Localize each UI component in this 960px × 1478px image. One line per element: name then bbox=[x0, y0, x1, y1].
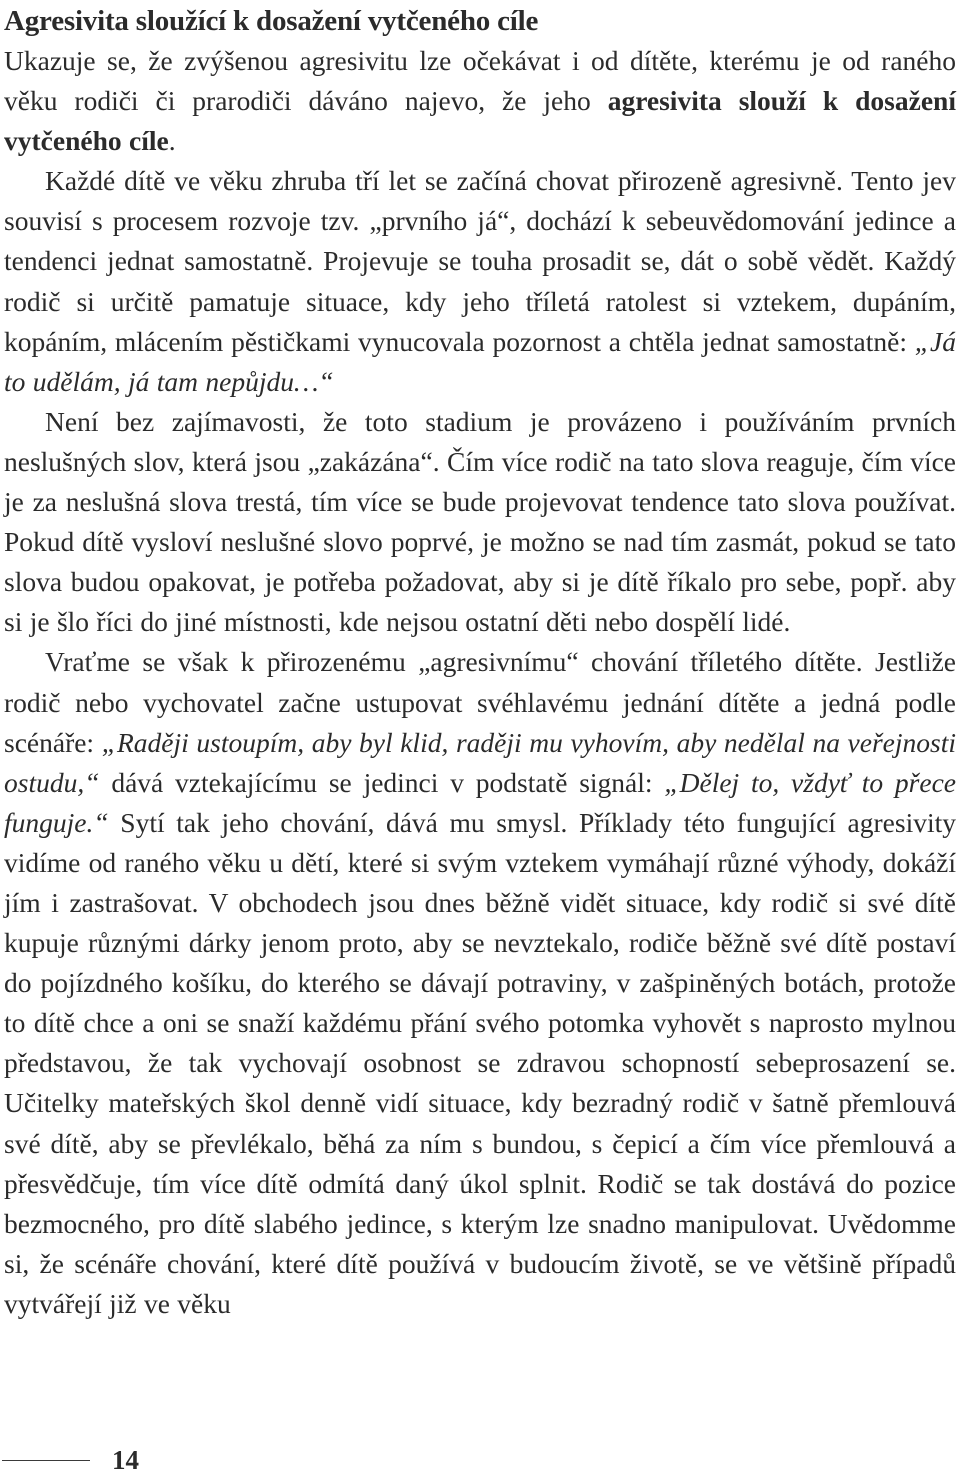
paragraph-4-quote-2: „Dělej to, vždyť to přece funguje.“ bbox=[4, 766, 956, 838]
paragraph-4-text-a: Vraťme se však k přirozenému „agresivnímu“ chování tříletého dítěte. Jestliže rodič nebo vychovatel začne ustupovat svéhlavému jednání dítěte a jedná podle scénáře: bbox=[4, 646, 956, 758]
paragraph-4-quote-1: „Raději ustoupím, aby byl klid, raději mu vyhovím, aby nedělal na veřejnosti ostudu,“ bbox=[4, 726, 956, 798]
paragraph-2 bbox=[4, 161, 956, 402]
page-number: 14 bbox=[112, 1445, 139, 1475]
page-footer bbox=[0, 1438, 960, 1478]
paragraph-4-text-b: dává vztekajícímu se jedinci v podstatě signál: bbox=[99, 766, 665, 798]
section-heading: Agresivita sloužící k dosažení vytčeného cíle bbox=[4, 5, 539, 37]
paragraph-1-end: . bbox=[168, 125, 176, 157]
paragraph-2-quote: „Já to udělám, já tam nepůjdu…“ bbox=[4, 325, 956, 397]
document-page bbox=[4, 0, 956, 1324]
paragraph-2-text: Každé dítě ve věku zhruba tří let se začíná chovat přirozeně agresivně. Tento jev souvisí s procesem rozvoje tzv. „prvního já“, dochází k sebeuvědomování jedince a tendenci jednat samostatně. Projevuje se touha prosadit se, dát o sobě vědět. Každý rodič si určitě pamatuje situace, kdy jeho tříletá ratolest si vztekem, dupáním, kopáním, mlácením pěstičkami vynucovala pozornost a chtěla jednat samostatně: bbox=[4, 165, 956, 357]
paragraph-1-text: Ukazuje se, že zvýšenou agresivitu lze očekávat i od dítěte, kterému je od raného věku rodiči či prarodiči dáváno najevo, že jeho bbox=[4, 45, 956, 117]
paragraph-3: Není bez zajímavosti, že toto stadium je provázeno i používáním prvních neslušných slov, která jsou „zakázána“. Čím více rodič na tato slova reaguje, čím více je za neslušná slova trestá, tím více se bude projevovat tendence tato slova používat. Pokud dítě vysloví neslušné slovo poprvé, je možno se nad tím zasmát, pokud se tato slova budou opakovat, je potřeba požadovat, aby si je dítě říkalo pro sebe, popř. aby si je šlo říci do jiné místnosti, kde nejsou ostatní děti nebo dospělí lidé. bbox=[4, 405, 956, 638]
paragraph-1-bold-phrase: agresivita slouží k dosažení vytčeného cíle bbox=[4, 85, 956, 157]
footer-rule bbox=[2, 1460, 90, 1461]
paragraph-4 bbox=[4, 642, 956, 1324]
paragraph-1 bbox=[4, 41, 956, 161]
paragraph-4-text-c: Sytí tak jeho chování, dává mu smysl. Příklady této fungující agresivity vidíme od raného věku u dětí, které si svým vztekem vymáhají různé výhody, dokáží jím i zastrašovat. V obchodech jsou dnes běžně vidět situace, kdy rodič si své dítě kupuje různými dárky jenom proto, aby se nevztekalo, rodiče běžně své dítě postaví do pojízdného košíku, do kterého se dávají potraviny, v zašpiněných botách, protože to dítě chce a oni se snaží každému přání svého potomka vyhovět s naprosto mylnou představou, že tak vychovají osobnost se zdravou schopností sebeprosazení se. Učitelky mateřských škol denně vidí situace, kdy bezradný rodič v šatně přemlouvá své dítě, aby se převlékalo, běhá za ním s bundou, s čepicí a čím více přemlouvá a přesvědčuje, tím více dítě odmítá daný úkol splnit. Rodič se tak dostává do pozice bezmocného, pro dítě slabého jedince, s kterým lze snadno manipulovat. Uvědomme si, že scénáře chování, které dítě používá v budoucím životě, se ve většině případů vytvářejí již ve věku bbox=[4, 806, 956, 1319]
